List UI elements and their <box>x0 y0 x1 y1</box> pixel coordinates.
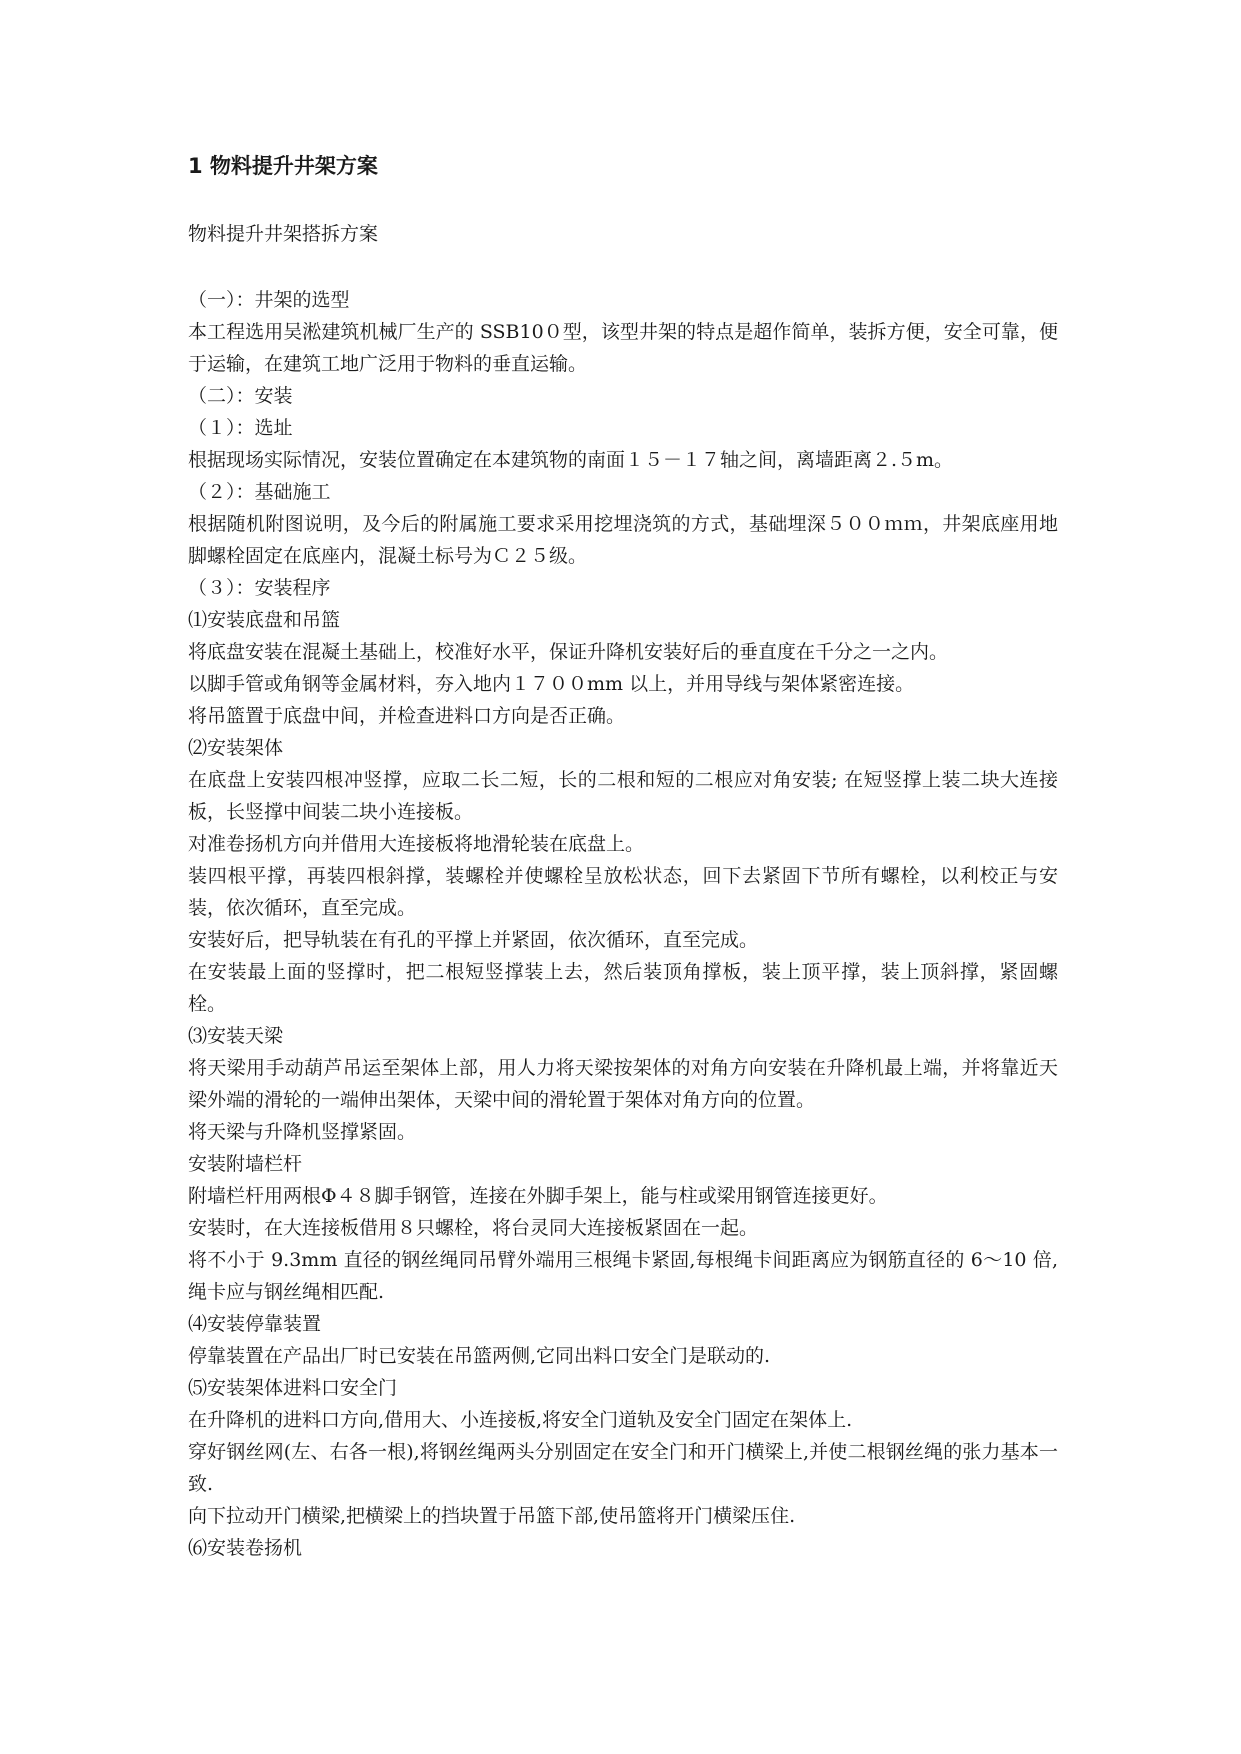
section-heading: （一）：井架的选型 <box>188 289 350 311</box>
body-paragraph: 本工程选用吴淞建筑机械厂生产的 SSB10０型，该型井架的特点是超作简单，装拆方便，安全可靠，便于运输，在建筑工地广泛用于物料的垂直运输。 <box>188 321 1058 375</box>
body-paragraph: 在升降机的进料口方向,借用大、小连接板,将安全门道轨及安全门固定在架体上. <box>188 1409 853 1431</box>
body-paragraph: 在底盘上安装四根冲竖撑，应取二长二短，长的二根和短的二根应对角安装; 在短竖撑上装二块大连接板，长竖撑中间装二块小连接板。 <box>188 769 1058 823</box>
section-heading: （二）：安装 <box>188 385 293 407</box>
body-paragraph: 以脚手管或角钢等金属材料，夯入地内１７００mm 以上，并用导线与架体紧密连接。 <box>188 673 915 695</box>
body-paragraph: 安装时，在大连接板借用８只螺栓，将台灵同大连接板紧固在一起。 <box>188 1217 759 1239</box>
step-heading: ⑵安装架体 <box>188 737 284 759</box>
document-heading: 1 物料提升井架方案 <box>188 154 378 178</box>
step-heading: ⑴安装底盘和吊篮 <box>188 609 341 631</box>
body-paragraph: 向下拉动开门横梁,把横梁上的挡块置于吊篮下部,使吊篮将开门横梁压住. <box>188 1505 796 1527</box>
body-paragraph: 安装好后，把导轨装在有孔的平撑上并紧固，依次循环，直至完成。 <box>188 929 759 951</box>
document-page <box>188 0 1058 1754</box>
body-paragraph: 在安装最上面的竖撑时，把二根短竖撑装上去，然后装顶角撑板，装上顶平撑，装上顶斜撑，紧固螺栓。 <box>188 961 1058 1015</box>
body-paragraph: 停靠装置在产品出厂时已安装在吊篮两侧,它同出料口安全门是联动的. <box>188 1345 771 1367</box>
body-paragraph: 将天梁与升降机竖撑紧固。 <box>188 1121 417 1143</box>
body-paragraph: 将吊篮置于底盘中间，并检查进料口方向是否正确。 <box>188 705 626 727</box>
step-heading: ⑸安装架体进料口安全门 <box>188 1377 398 1399</box>
body-paragraph: 将天梁用手动葫芦吊运至架体上部，用人力将天梁按架体的对角方向安装在升降机最上端，并将靠近天梁外端的滑轮的一端伸出架体，天梁中间的滑轮置于架体对角方向的位置。 <box>188 1057 1058 1111</box>
body-paragraph: 将不小于 9.3mm 直径的钢丝绳同吊臂外端用三根绳卡紧固,每根绳卡间距离应为钢筋直径的 6～10 倍,绳卡应与钢丝绳相匹配. <box>188 1249 1058 1303</box>
subsection-heading: （１）：选址 <box>188 417 293 439</box>
subsection-heading: （３）：安装程序 <box>188 577 331 599</box>
body-paragraph: 将底盘安装在混凝土基础上，校准好水平，保证升降机安装好后的垂直度在千分之一之内。 <box>188 641 949 663</box>
step-heading: ⑶安装天梁 <box>188 1025 284 1047</box>
document-body <box>188 284 1058 1564</box>
body-paragraph: 装四根平撑，再装四根斜撑，装螺栓并使螺栓呈放松状态，回下去紧固下节所有螺栓，以利校正与安装，依次循环，直至完成。 <box>188 865 1058 919</box>
step-heading: 安装附墙栏杆 <box>188 1153 303 1175</box>
body-paragraph: 穿好钢丝网(左、右各一根),将钢丝绳两头分别固定在安全门和开门横梁上,并使二根钢丝绳的张力基本一致. <box>188 1441 1058 1495</box>
document-subtitle: 物料提升井架搭拆方案 <box>188 223 379 245</box>
subsection-heading: （２）：基础施工 <box>188 481 331 503</box>
body-paragraph: 根据随机附图说明，及今后的附属施工要求采用挖埋浇筑的方式，基础埋深５００ｍｍ，井架底座用地脚螺栓固定在底座内，混凝土标号为Ｃ２５级。 <box>188 513 1058 567</box>
body-paragraph: 对准卷扬机方向并借用大连接板将地滑轮装在底盘上。 <box>188 833 645 855</box>
step-heading: ⑹安装卷扬机 <box>188 1537 303 1559</box>
body-paragraph: 根据现场实际情况，安装位置确定在本建筑物的南面１５－１７轴之间，离墙距离２.５m。 <box>188 449 954 471</box>
step-heading: ⑷安装停靠装置 <box>188 1313 322 1335</box>
body-paragraph: 附墙栏杆用两根Φ４８脚手钢管，连接在外脚手架上，能与柱或梁用钢管连接更好。 <box>188 1185 888 1207</box>
